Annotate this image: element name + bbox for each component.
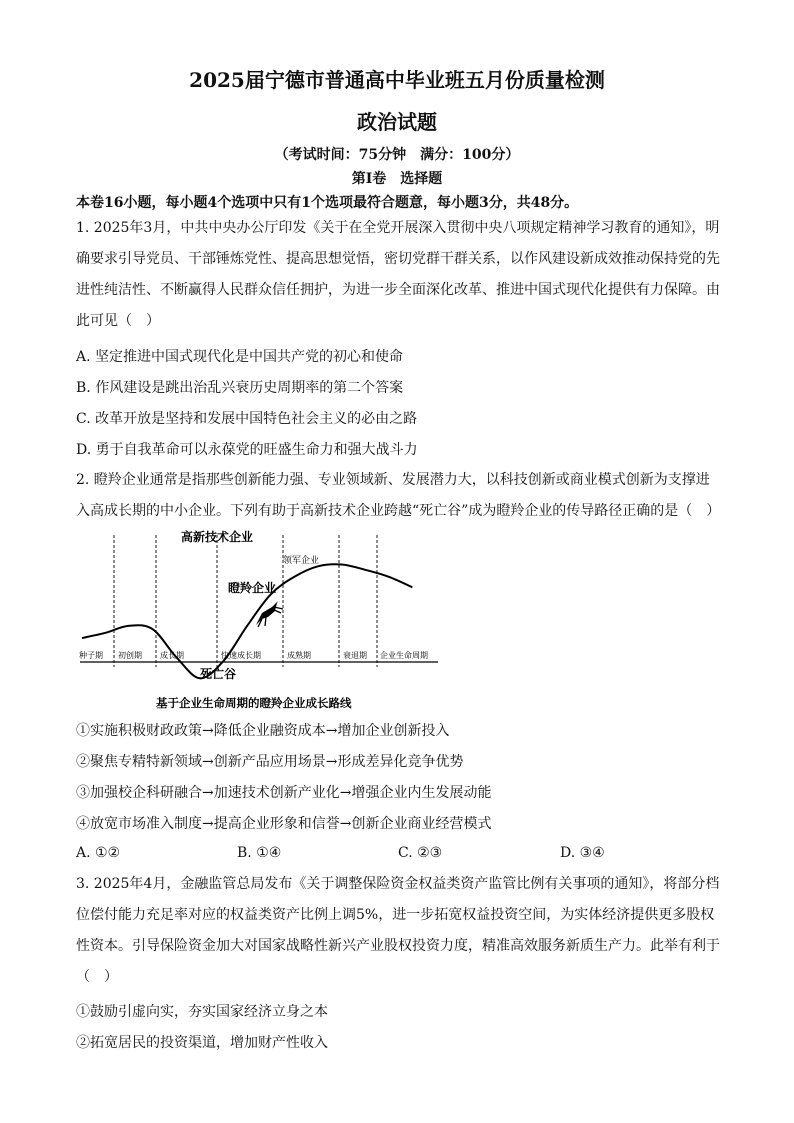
q2-item-1: ①实施积极财政政策→降低企业融资成本→增加企业创新投入 xyxy=(76,723,450,739)
stage-label-6: 衰退期 xyxy=(343,651,367,660)
chart-caption: 基于企业生命周期的瞪羚企业成长路线 xyxy=(156,696,352,710)
q3-item-1: ①鼓励引虚向实，夯实国家经济立身之本 xyxy=(76,1004,328,1020)
q2-item-4: ④放宽市场准入制度→提高企业形象和信誉→创新企业商业经营模式 xyxy=(76,816,492,832)
gazelle-icon xyxy=(256,597,283,627)
q2-stem: 2. 瞪羚企业通常是指那些创新能力强、专业领域新、发展潜力大，以科技创新或商业模式创新为支撑进入高成长期的中小企业。下列有助于高新技术企业跨越“死亡谷”成为瞪羚企业的传导路径正确的是（ ） xyxy=(76,472,721,519)
q1-option-d: D. 勇于自我革命可以永葆党的旺盛生命力和强大战斗力 xyxy=(76,442,418,458)
q3-stem: 3. 2025年4月，金融监管总局发布《关于调整保险资金权益类资产监管比例有关事项的通知》，将部分档位偿付能力充足率对应的权益类资产比例上调5%，进一步拓宽权益投资空间，为实体经济提供更多股权性资本。引导保险资金加大对国家战略性新兴产业股权投资力度，精准高效服务新质生产力。此举有利于（ ） xyxy=(76,876,720,985)
stage-divider-lines xyxy=(114,535,377,667)
annotation-death-valley: 死亡谷 xyxy=(200,667,237,681)
stage-labels xyxy=(79,650,428,660)
q1-stem: 1. 2025年3月，中共中央办公厅印发《关于在全党开展深入贯彻中央八项规定精神学习教育的通知》，明确要求引导党员、干部锤炼党性、提高思想觉悟，密切党群干群关系，以作风建设新成效推动保持党的先进性纯洁性、不断赢得人民群众信任拥护，为进一步全面深化改革、推进中国式现代化提供有力保障。由此可见（ ） xyxy=(76,220,720,329)
annotation-gazelle: 瞪羚企业 xyxy=(228,581,277,595)
stage-label-1: 种子期 xyxy=(79,651,103,660)
subject-title: 政治试题 xyxy=(357,110,437,134)
q2-option-d: D. ③④ xyxy=(560,845,605,861)
q2-option-a: A. ①② xyxy=(76,845,121,861)
stage-label-4: 快速成长期 xyxy=(221,651,261,660)
q2-options xyxy=(76,845,720,865)
q1-option-c: C. 改革开放是坚持和发展中国特色社会主义的必由之路 xyxy=(76,411,418,427)
q3-item-2: ②拓宽居民的投资渠道，增加财产性收入 xyxy=(76,1035,328,1051)
q2-item-3: ③加强校企科研融合→加速技术创新产业化→增强企业内生发展动能 xyxy=(76,785,492,801)
q2-item-2: ②聚焦专精特新领域→创新产品应用场景→形成差异化竞争优势 xyxy=(76,754,464,770)
stage-label-2: 初创期 xyxy=(118,651,142,660)
q2-option-b: B. ①④ xyxy=(237,845,282,861)
section-heading: 第Ⅰ卷 选择题 xyxy=(351,171,443,187)
instructions: 本卷16小题，每小题4个选项中只有1个选项最符合题意，每小题3分，共48分。 xyxy=(76,195,579,211)
stage-label-3: 成长期 xyxy=(160,651,184,660)
growth-chart xyxy=(76,527,446,717)
q2-option-c: C. ②③ xyxy=(398,845,443,861)
q1-option-b: B. 作风建设是跳出治乱兴衰历史周期率的第二个答案 xyxy=(76,380,404,396)
stage-label-7: 企业生命周期 xyxy=(380,651,428,660)
stage-label-5: 成熟期 xyxy=(287,651,311,660)
q1-option-a: A. 坚定推进中国式现代化是中国共产党的初心和使命 xyxy=(76,349,404,365)
exam-title: 2025届宁德市普通高中毕业班五月份质量检测 xyxy=(189,68,605,92)
chart-title: 高新技术企业 xyxy=(181,530,254,544)
exam-info: （考试时间：75分钟 满分：100分） xyxy=(274,147,520,163)
annotation-leader: 领军企业 xyxy=(283,556,320,566)
